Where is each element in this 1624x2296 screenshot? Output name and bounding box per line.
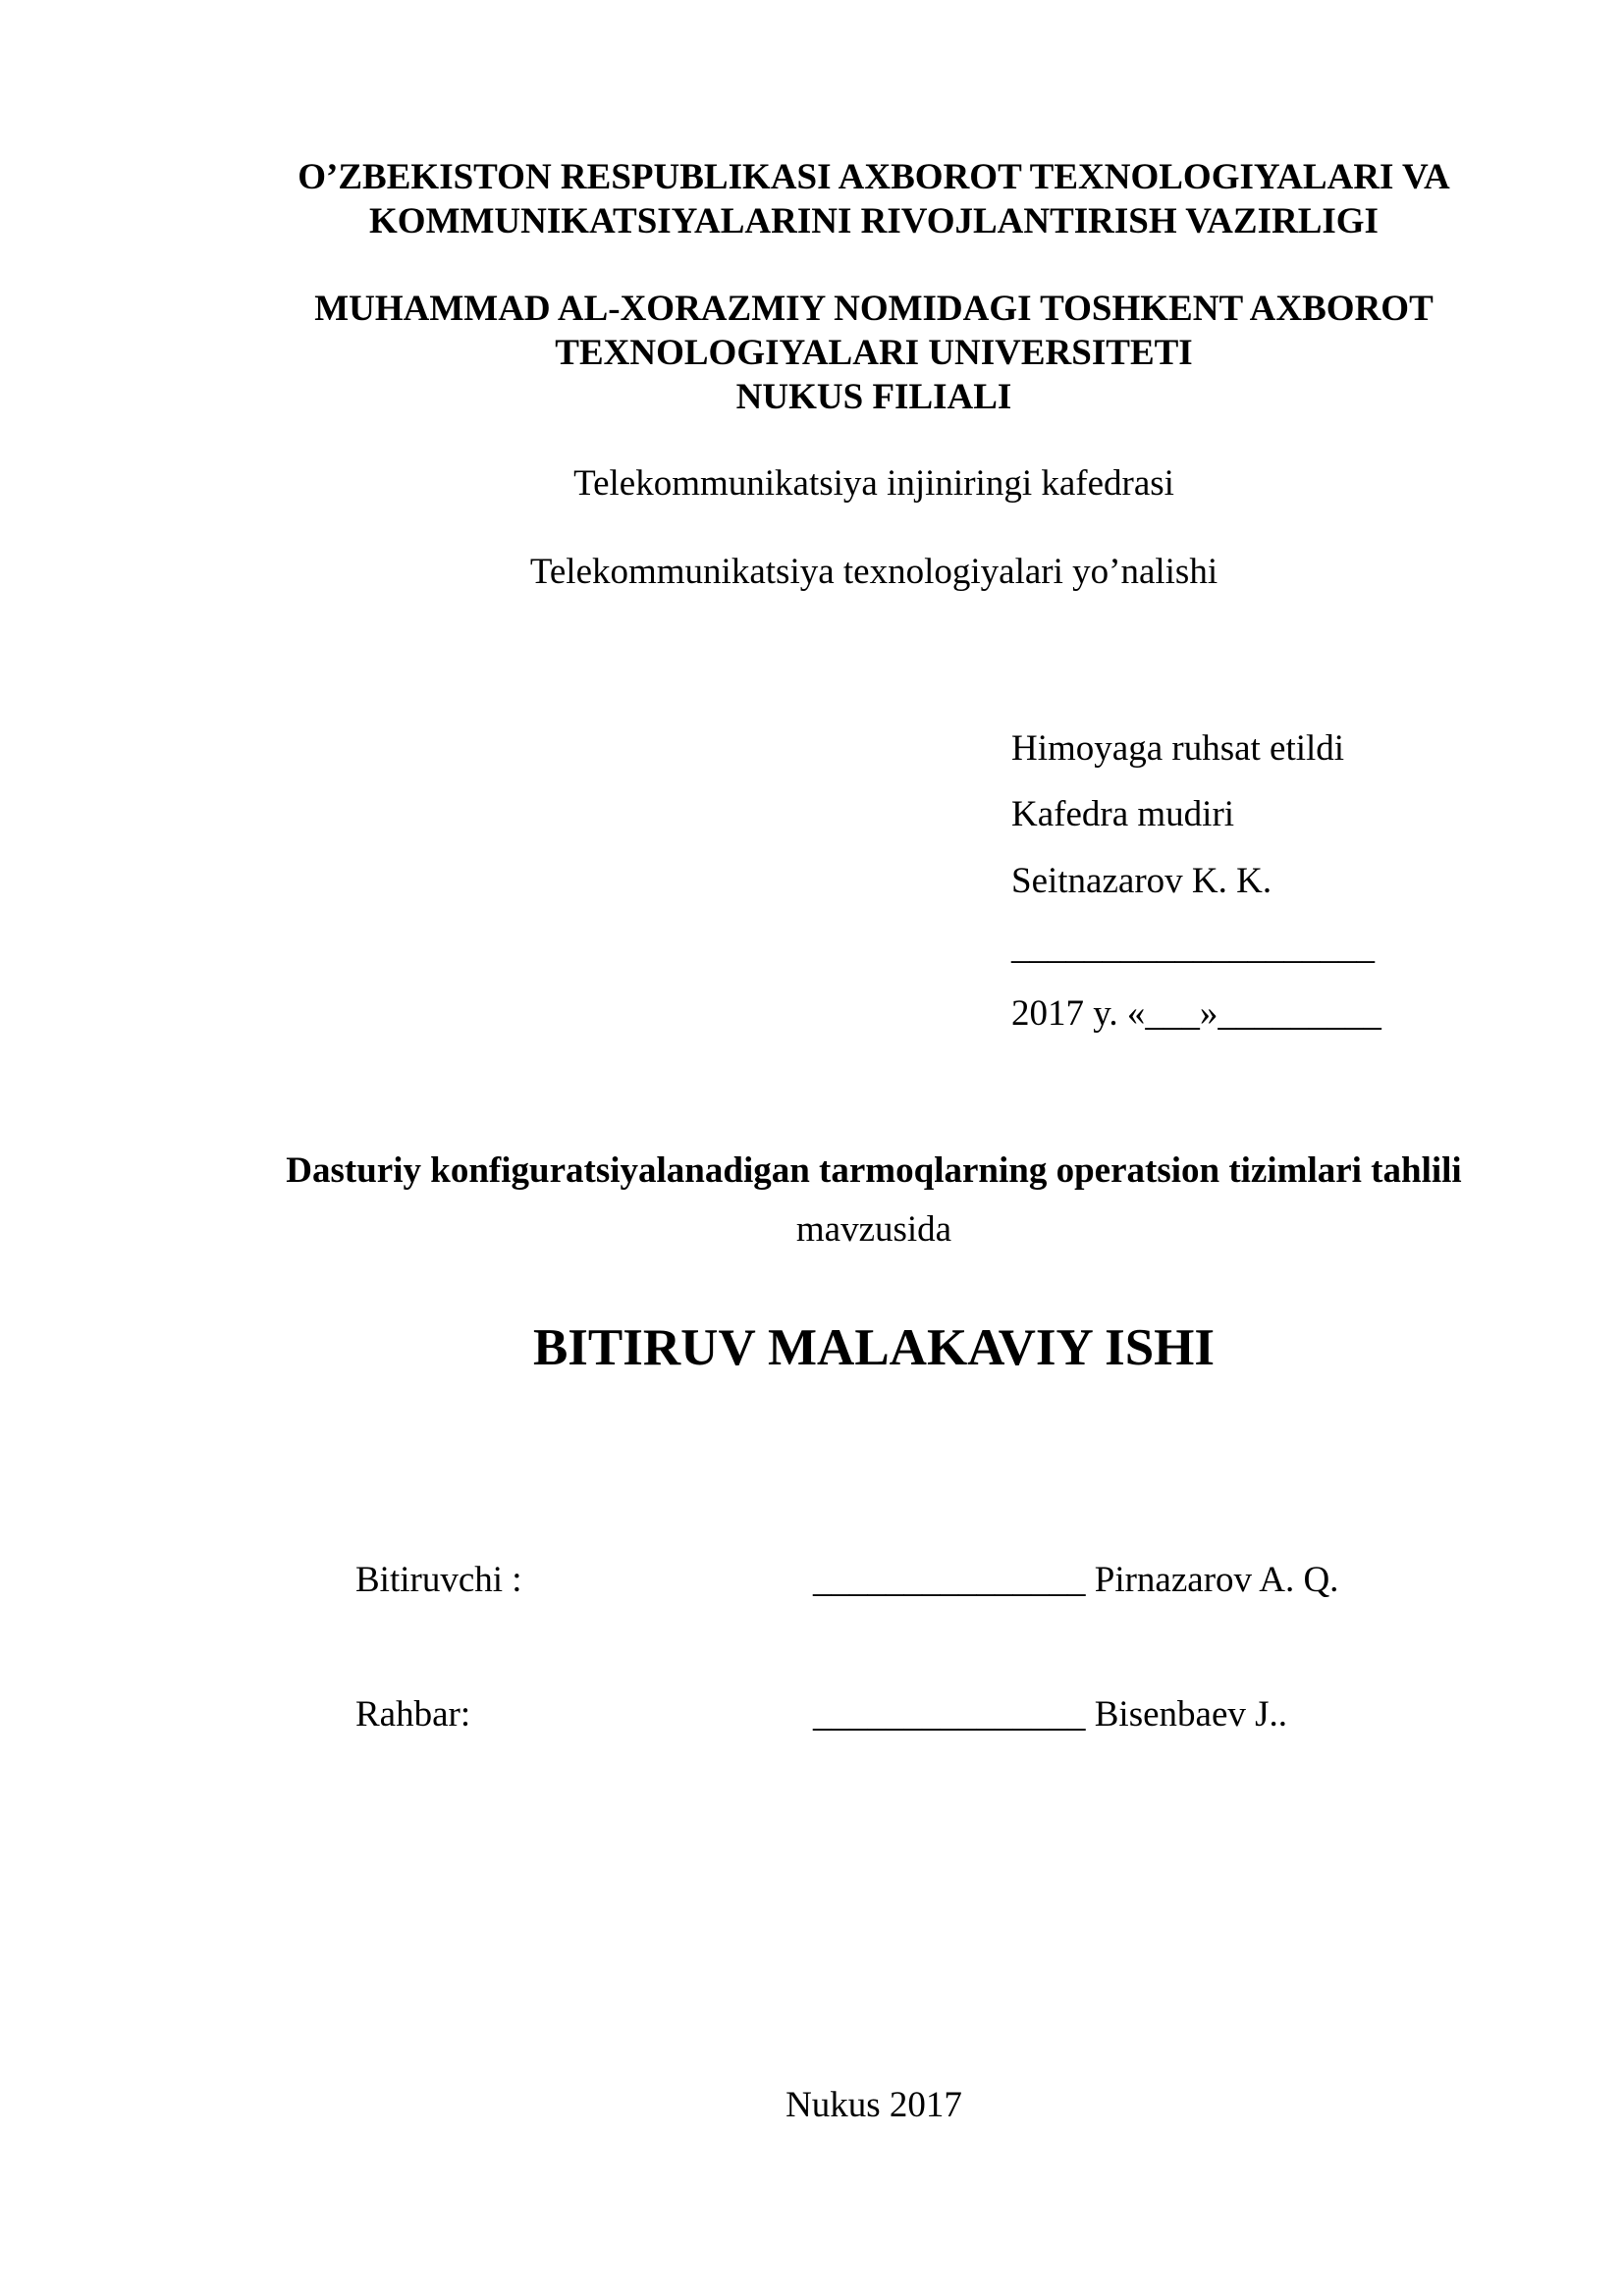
branch-name: NUKUS FILIALI bbox=[735, 377, 1012, 417]
graduate-signature: _______________ Pirnazarov A. Q. bbox=[813, 1560, 1339, 1600]
approval-date: 2017 y. «___»_________ bbox=[1011, 993, 1381, 1034]
approval-position: Kafedra mudiri bbox=[1011, 794, 1235, 834]
approval-signature-blank: ____________________ bbox=[1011, 927, 1375, 967]
place-year: Nukus 2017 bbox=[785, 2085, 962, 2125]
approval-name: Seitnazarov K. K. bbox=[1011, 861, 1272, 901]
university-line-1: MUHAMMAD AL-XORAZMIY NOMIDAGI TOSHKENT AXBOROT bbox=[314, 289, 1434, 329]
ministry-line-1: O’ZBEKISTON RESPUBLIKASI AXBOROT TEXNOLOGIYALARI VA bbox=[298, 157, 1450, 197]
supervisor-signature: _______________ Bisenbaev J.. bbox=[813, 1694, 1288, 1735]
direction-name: Telekommunikatsiya texnologiyalari yo’nalishi bbox=[529, 552, 1218, 592]
topic-suffix: mavzusida bbox=[795, 1209, 952, 1250]
supervisor-label: Rahbar: bbox=[355, 1694, 471, 1735]
work-title: BITIRUV MALAKAVIY ISHI bbox=[532, 1319, 1216, 1376]
university-line-2: TEXNOLOGIYALARI UNIVERSITETI bbox=[555, 333, 1193, 373]
topic-title: Dasturiy konfiguratsiyalanadigan tarmoqlarning operatsion tizimlari tahlili bbox=[286, 1150, 1462, 1191]
approval-permission: Himoyaga ruhsat etildi bbox=[1011, 728, 1345, 769]
ministry-line-2: KOMMUNIKATSIYALARINI RIVOJLANTIRISH VAZIRLIGI bbox=[369, 201, 1379, 241]
graduate-label: Bitiruvchi : bbox=[355, 1560, 522, 1600]
department-name: Telekommunikatsiya injiniringi kafedrasi bbox=[573, 463, 1174, 504]
